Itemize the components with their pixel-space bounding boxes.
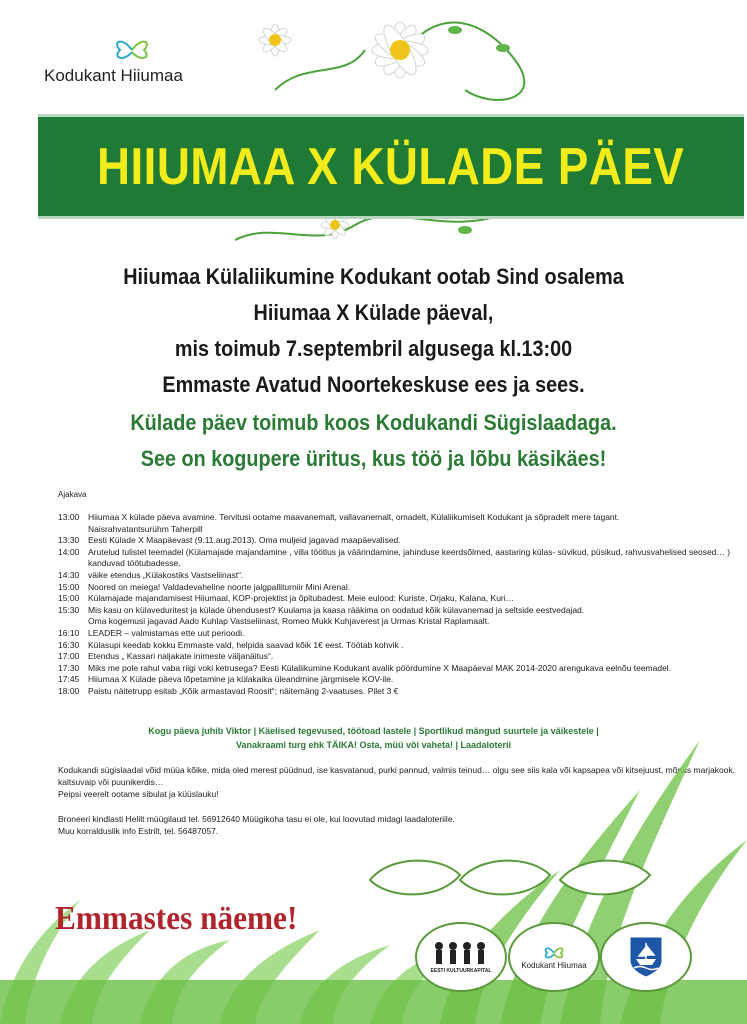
booking-line-2: Muu korralduslik info Estrilt, tel. 56487057. [58,826,219,836]
agenda-text: Naisrahvatantsurühm Taherpill [88,523,203,534]
intro-line-2: Hiiumaa X Külade päeval, [253,300,494,325]
agenda-row [58,593,718,605]
partner-logo-emmaste-crest [600,922,692,992]
agenda-row [58,524,718,536]
agenda-time [58,558,88,570]
intro-line-4: Emmaste Avatud Noortekeskuse ees ja sees. [162,372,585,397]
page-title: HIIUMAA X KÜLADE PÄEV [97,137,685,196]
daisy-icon [371,21,428,78]
agenda-text: LEADER – valmistamas ette uut perioodi. [88,627,245,638]
agenda-row [58,628,718,640]
agenda-text: Oma kogemusi jagavad Aado Kuhlap Vastseliinast, Romeo Mukk Kuhjaverest ja Urmas Kristal Raplamaalt. [88,616,490,627]
agenda-row [58,512,718,524]
butterfly-icon [112,36,152,64]
agenda-time: 14:00 [58,546,80,557]
agenda-text: Etendus „ Kassari naljakate inimeste väljanäitus“. [88,651,274,662]
agenda-time: 15:00 [58,593,80,604]
partner-2-label: Kodukant Hiiumaa [521,960,587,970]
agenda-row [58,686,718,698]
intro-line-5: Külade päev toimub koos Kodukandi Sügislaadaga. [130,410,617,435]
booking-line-1: Broneeri kindlasti Helilt müügilaud tel. 56912640 Müügikoha tasu ei ole, kui loovutad midagi laadaloteriile. [58,814,455,824]
intro-line-1: Hiiumaa Külaliikumine Kodukant ootab Sind osalema [123,264,624,289]
partner-1-label: EESTI KULTUURKAPITAL [430,968,492,974]
agenda-row [58,651,718,663]
agenda-time: 13:30 [58,535,80,546]
partner-logo-kultuurkapital [415,922,507,992]
agenda-text: väike etendus „Külakostiks Vastseliinast“. [88,569,244,580]
agenda-row [58,663,718,675]
day-info-line-1: Kogu päeva juhib Viktor | Käelised tegevused, töötoad lastele | Sportlikud mängud suurtele ja väikestele | [148,726,599,736]
agenda-time: 17:30 [58,662,80,673]
agenda-text: kanduvad töötubadesse. [88,558,181,569]
agenda-row [58,546,731,559]
closing-slogan: Emmastes näeme! [55,900,298,937]
agenda-row [58,605,718,617]
agenda-time: 15:30 [58,604,80,615]
agenda-text: Hiiumaa X Külade päeva lõpetamine ja külakaika üleandmine järgmisele KOV-ile. [88,674,394,685]
crest-ship-icon [628,935,664,979]
agenda-time: 16:30 [58,639,80,650]
agenda-row [58,616,718,628]
agenda-text: Miks me pole rahul vaba riigi voki ketrusega? Eesti Külaliikumine Kodukant avalik pöördumine X Maapäeval MAK 2014-2020 arengukava eelnõu teemadel. [88,662,672,673]
intro-line-6: See on kogupere üritus, kus töö ja lõbu käsikäes! [140,446,607,471]
agenda-time: 14:30 [58,569,80,580]
agenda-row [58,674,718,686]
agenda-row [58,582,718,594]
title-banner [38,114,744,219]
agenda-text: Hiiumaa X külade päeva avamine. Tervitusi ootame maavanemalt, vallavanemalt, omadelt, Külaliikumiselt Kodukant ja sõpradelt mere tagant. [88,512,620,522]
agenda-time: 17:45 [58,674,80,685]
fair-line-1: Kodukandi sügislaadal võid müüa kõike, mida oled merest püüdnud, ise kasvatanud, purki pannud, valmis teinud… olgu see siis kala või kapsapea või kitsejuust, mõnus marjakook, [58,765,736,775]
agenda-list [58,512,731,698]
agenda-text: Külamajade majandamisest Hiiumaal, KOP-projektist ja õpitubadest. Meie eulood: Kuriste, Orjaku, Kalana, Kuri… [88,593,515,604]
butterfly-icon [542,945,566,961]
agenda-text: Arutelud tulistel teemadel (Külamajade majandamine , villa töötlus ja väärindamine, jahinduse keerdsõlmed, aastaring külas- süvikud, püsikud, rahvusvahelised seosed… ) [88,546,731,557]
fair-line-3: Peipsi veerelt ootame sibulat ja küüslauku! [58,789,219,799]
agenda-time: 13:00 [58,512,80,522]
figures-icon [431,940,491,968]
logo-text: Kodukant Hiiumaa [44,66,183,85]
fair-line-2: kaltsuvaip või puunikerdis… [58,777,164,787]
agenda-time: 17:00 [58,651,80,662]
day-info-line-2: Vanakraami turg ehk TÄIKA! Osta, müü või vaheta! | Laadaloterii [235,740,512,750]
agenda-time [58,616,88,628]
agenda-text: Paistu näitetrupp esitab „Kõik armastavad Roosit“; näitemäng 2-vaatuses. Pilet 3 € [88,685,399,696]
kodukant-logo [44,36,244,86]
agenda-text: Külasupi keedab kokku Emmaste vald, helpida saavad kõik 1€ eest. Töötab kohvik . [88,639,404,650]
agenda-text: Eesti Külade X Maapäevast (9.11.aug.2013). Oma muljeid jagavad maapäevalised. [88,535,401,546]
partner-logo-kodukant [508,922,600,992]
agenda-time: 15:00 [58,581,80,592]
agenda-time [58,524,88,536]
agenda-time: 16:10 [58,627,80,638]
agenda-time: 18:00 [58,685,80,696]
intro-line-3: mis toimub 7.septembril algusega kl.13:00 [174,336,573,361]
agenda-row [58,640,718,652]
agenda-title: Ajakava [58,490,87,499]
agenda-text: Mis kasu on külaveduritest ja külade ühendusest? Kuulama ja kaasa rääkima on oodatud kõik külavanemad ja seltside eestvedajad. [88,604,585,615]
agenda-row [58,558,718,570]
agenda-row [58,570,718,582]
agenda-text: Noored on meiega! Valdadevaheline noorte jalgpalliturniir Mini Arenal. [88,581,351,592]
agenda-row [58,535,718,547]
